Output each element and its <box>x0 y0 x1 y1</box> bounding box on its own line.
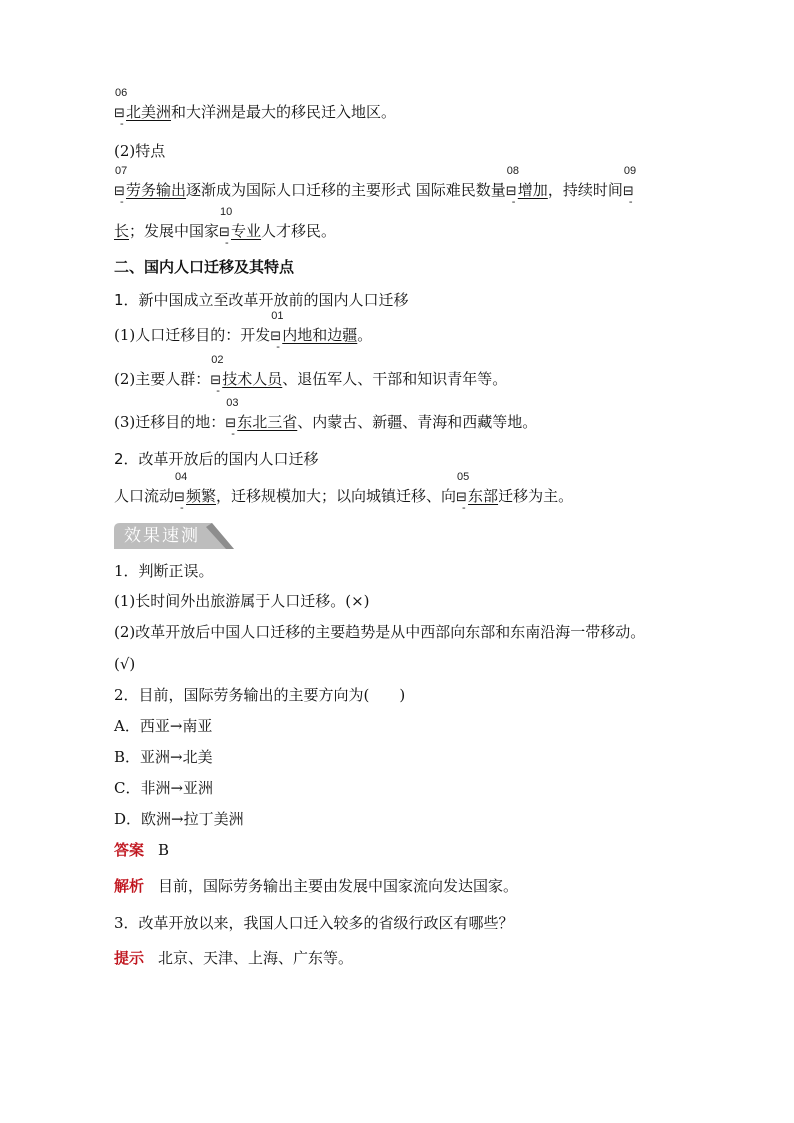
analysis-text: 目前，国际劳务输出主要由发展中国家流向发达国家。 <box>158 877 519 895</box>
question-2: 2．目前，国际劳务输出的主要方向为( ) <box>114 686 406 704</box>
blank-number: 01 <box>271 310 284 322</box>
blank-number: 05 <box>457 471 470 483</box>
option-c: C．非洲→亚洲 <box>114 779 214 797</box>
link-icon: ⊟ <box>456 490 467 505</box>
statement-2: (2)改革开放后中国人口迁移的主要趋势是从中西部向东部和东南沿海一带移动。 <box>114 623 646 641</box>
answer-blank: 03 ⊟东北三省 - <box>225 397 298 440</box>
answer-line <box>114 839 169 861</box>
analysis-line <box>114 875 518 897</box>
banner-label: 效果速测 <box>124 526 200 546</box>
answer-blank: 05 ⊟东部 - <box>456 471 499 514</box>
statement-1: (1)长时间外出旅游属于人口迁移。(×) <box>114 592 370 610</box>
blank-number: 02 <box>211 354 224 366</box>
answer-blank: 10 ⊟专业 - <box>219 206 262 249</box>
section-heading: 二、国内人口迁移及其特点 <box>114 258 295 276</box>
statement-2-answer: (√) <box>114 655 136 673</box>
text-line: 06 ⊟北美洲 - 和大洋洲是最大的移民迁入地区。 <box>114 87 397 130</box>
link-icon: ⊟ <box>114 106 125 121</box>
blank-number: 03 <box>226 397 239 409</box>
answer-blank: 长 <box>114 222 130 240</box>
hint-label: 提示 <box>114 949 145 967</box>
link-icon: ⊟ <box>210 373 222 388</box>
text-line: (2)主要人群： 02 ⊟技术人员 - 、退伍军人、干部和知识青年等。 <box>114 354 508 397</box>
option-d: D．欧洲→拉丁美洲 <box>114 810 244 828</box>
blank-number: 07 <box>115 165 128 177</box>
answer-label: 答案 <box>114 841 145 859</box>
link-icon: ⊟ <box>270 329 282 344</box>
blank-number: 08 <box>506 165 520 177</box>
answer-blank: 02 ⊟技术人员 - <box>210 354 283 397</box>
answer-blank: 04 ⊟频繁 - <box>174 471 217 514</box>
link-icon: ⊟ <box>622 184 634 199</box>
answer-blank: 08 ⊟增加 - <box>505 165 548 208</box>
answer-blank: 07 ⊟劳务输出 - <box>114 165 187 208</box>
hint-line <box>114 947 353 969</box>
text-line: (3)迁移目的地： 03 ⊟东北三省 - 、内蒙古、新疆、青海和西藏等地。 <box>114 397 538 440</box>
subsection-heading: 2．改革开放后的国内人口迁移 <box>114 450 319 468</box>
option-a: A．西亚→南亚 <box>114 717 213 735</box>
text-line: (2)特点 <box>114 142 166 160</box>
option-b: B．亚洲→北美 <box>114 748 213 766</box>
subsection-heading: 1．新中国成立至改革开放前的国内人口迁移 <box>114 291 409 309</box>
answer-blank: 06 ⊟北美洲 - <box>114 87 172 130</box>
hint-text: 北京、天津、上海、广东等。 <box>158 949 354 967</box>
blank-number: 10 <box>220 206 233 218</box>
question-1: 1．判断正误。 <box>114 562 214 580</box>
blank-number: 06 <box>115 87 128 99</box>
blank-number: 04 <box>175 471 188 483</box>
analysis-label: 解析 <box>114 877 145 895</box>
answer-blank: 09 ⊟ - <box>622 165 637 208</box>
text-line: 人口流动 04 ⊟频繁 - ，迁移规模加大；以向城镇迁移、向 05 ⊟东部 - 迁移为主。 <box>114 471 574 514</box>
answer-blank: 01 ⊟内地和边疆 - <box>270 310 358 353</box>
blank-number: 09 <box>623 165 637 177</box>
question-3: 3．改革开放以来，我国人口迁入较多的省级行政区有哪些？ <box>114 914 514 932</box>
link-icon: ⊟ <box>114 184 125 199</box>
text-line: 长；发展中国家 10 ⊟专业 - 人才移民。 <box>114 206 337 249</box>
text-line: (1)人口迁移目的：开发 01 ⊟内地和边疆 - 。 <box>114 310 373 353</box>
text-line: 07 ⊟劳务输出 - 逐渐成为国际人口迁移的主要形式 国际难民数量 08 ⊟增加 - ，持续时间 09 ⊟ - <box>114 165 637 208</box>
quick-test-banner <box>114 523 234 549</box>
link-icon: ⊟ <box>225 416 237 431</box>
link-icon: ⊟ <box>505 184 517 199</box>
link-icon: ⊟ <box>174 490 185 505</box>
link-icon: ⊟ <box>219 225 230 240</box>
answer-value: B <box>158 841 170 859</box>
